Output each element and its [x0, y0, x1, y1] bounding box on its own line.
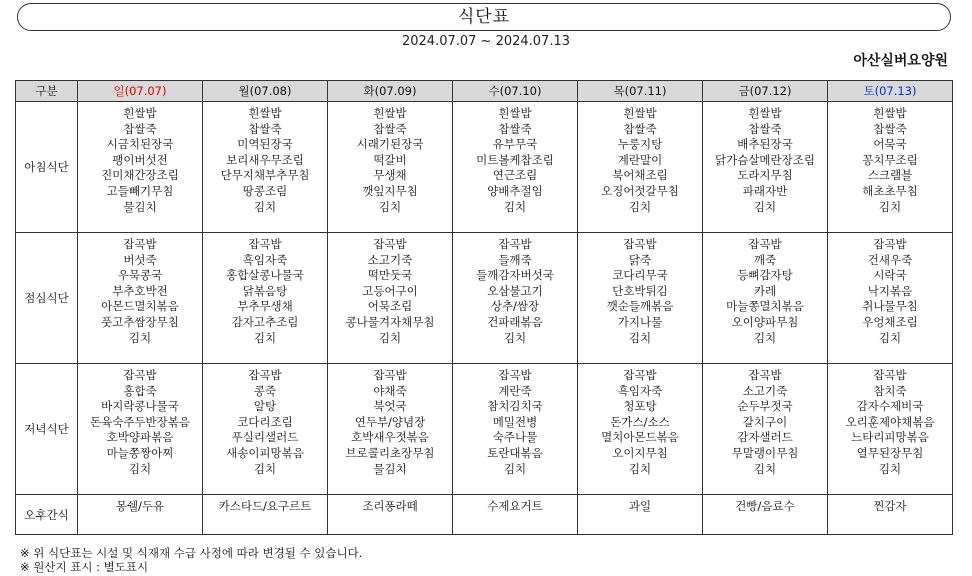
menu-cell — [703, 233, 828, 364]
menu-cell — [828, 364, 953, 495]
dish-item: 김치 — [253, 461, 277, 476]
dish-item: 낙지볶음 — [867, 283, 913, 298]
dish-item: 연두부/양념장 — [354, 414, 426, 429]
header-row — [16, 81, 953, 102]
dish-item: 시락국 — [873, 268, 907, 283]
dish-item: 김치 — [753, 461, 777, 476]
dish-item: 야채죽 — [373, 383, 407, 398]
dish-item: 어묵조림 — [367, 299, 413, 314]
dish-item: 단호박튀김 — [612, 283, 668, 298]
dish-item: 들깨감자버섯국 — [476, 268, 554, 283]
menu-cell — [578, 364, 703, 495]
day-header-tue: 화(07.09) — [328, 81, 453, 102]
menu-cell — [203, 233, 328, 364]
dish-item: 팽이버섯전 — [112, 152, 168, 167]
dish-item: 스크램블 — [867, 168, 913, 183]
dish-item: 어묵국 — [873, 137, 907, 152]
dish-item: 잡곡밥 — [123, 368, 157, 382]
menu-cell — [203, 364, 328, 495]
row-label-lunch: 점심식단 — [16, 233, 78, 364]
page-title: 식단표 — [17, 3, 951, 31]
dish-item: 잡곡밥 — [623, 368, 657, 382]
dish-item: 느타리피망볶음 — [851, 430, 929, 445]
dish-item: 순두부젓국 — [737, 399, 793, 414]
dish-item: 참치김치국 — [487, 399, 543, 414]
day-header-sun: 일(07.07) — [78, 81, 203, 102]
dish-item: 잡곡밥 — [498, 368, 532, 382]
dish-item: 보리새우무조림 — [226, 152, 304, 167]
dish-item: 유부무국 — [492, 137, 538, 152]
dish-item: 취나물무침 — [862, 299, 918, 314]
dish-item: 부추무생채 — [237, 299, 293, 314]
dish-item: 풋고추쌈장무침 — [101, 314, 179, 329]
dish-item: 김치 — [253, 330, 277, 345]
day-header-fri: 금(07.12) — [703, 81, 828, 102]
menu-cell — [453, 102, 578, 233]
dish-item: 잡곡밥 — [748, 237, 782, 251]
dish-item: 오징어젓갈무침 — [601, 183, 679, 198]
dish-item: 물김치 — [123, 199, 157, 214]
menu-cell — [328, 102, 453, 233]
day-header-sat: 토(07.13) — [828, 81, 953, 102]
dish-item: 닭죽 — [628, 252, 652, 267]
lunch-row — [16, 233, 953, 364]
menu-cell — [328, 364, 453, 495]
dish-item: 잡곡밥 — [373, 237, 407, 251]
dish-item: 소고기죽 — [742, 383, 788, 398]
dish-item: 흑임자죽 — [617, 383, 663, 398]
snack-cell: 카스타드/요구르트 — [203, 495, 328, 535]
snack-cell: 몽쉘/두유 — [78, 495, 203, 535]
dish-item: 버섯죽 — [123, 252, 157, 267]
dish-item: 고들빼기무침 — [106, 183, 174, 198]
dish-item: 가지나물 — [617, 314, 663, 329]
menu-cell — [78, 364, 203, 495]
dish-item: 잡곡밥 — [623, 237, 657, 251]
dish-item: 시래기된장국 — [356, 137, 424, 152]
facility-name: 아산실버요양원 — [853, 53, 948, 69]
dish-item: 무말랭이무침 — [731, 445, 799, 460]
dish-item: 갈치구이 — [742, 414, 788, 429]
dish-item: 찹쌀죽 — [498, 121, 532, 136]
breakfast-row — [16, 102, 953, 233]
dish-item: 김치 — [253, 199, 277, 214]
dish-item: 멸치아몬드볶음 — [601, 430, 679, 445]
dish-item: 잡곡밥 — [498, 237, 532, 251]
snack-cell: 과일 — [578, 495, 703, 535]
dish-item: 김치 — [878, 199, 902, 214]
dish-item: 양배추절임 — [487, 183, 543, 198]
dish-item: 찹쌀죽 — [623, 121, 657, 136]
dish-item: 바지락콩나물국 — [101, 399, 179, 414]
dish-item: 토란대볶음 — [487, 445, 543, 460]
dish-item: 오이지무침 — [612, 445, 668, 460]
dish-item: 오이양파무침 — [731, 314, 799, 329]
menu-cell — [703, 102, 828, 233]
snack-cell: 건빵/음료수 — [703, 495, 828, 535]
dish-item: 김치 — [378, 330, 402, 345]
dish-item: 마늘쫑멸치볶음 — [726, 299, 804, 314]
dish-item: 카레 — [753, 283, 777, 298]
dish-item: 김치 — [503, 330, 527, 345]
dish-item: 우묵콩국 — [117, 268, 163, 283]
menu-cell — [828, 102, 953, 233]
dish-item: 열무된장무침 — [856, 445, 924, 460]
dish-item: 해초초무침 — [862, 183, 918, 198]
dish-item: 잡곡밥 — [248, 237, 282, 251]
dish-item: 고등어구이 — [362, 283, 418, 298]
dish-item: 김치 — [503, 461, 527, 476]
dish-item: 우엉채조림 — [862, 314, 918, 329]
dish-item: 숙주나물 — [492, 430, 538, 445]
dish-item: 잡곡밥 — [873, 237, 907, 251]
dish-item: 배추된장국 — [737, 137, 793, 152]
dish-item: 찹쌀죽 — [123, 121, 157, 136]
snack-cell: 조리퐁라떼 — [328, 495, 453, 535]
dish-item: 파래자반 — [742, 183, 788, 198]
row-label-breakfast: 아침식단 — [16, 102, 78, 233]
menu-cell — [203, 102, 328, 233]
menu-cell — [453, 233, 578, 364]
dish-item: 흰쌀밥 — [373, 106, 407, 120]
dish-item: 김치 — [753, 330, 777, 345]
dish-item: 김치 — [878, 461, 902, 476]
day-header-thu: 목(07.11) — [578, 81, 703, 102]
menu-cell — [78, 233, 203, 364]
dish-item: 땅콩조림 — [242, 183, 288, 198]
row-label-dinner: 저녁식단 — [16, 364, 78, 495]
dish-item: 닭볶음탕 — [242, 283, 288, 298]
dish-item: 떡갈비 — [373, 152, 407, 167]
dish-item: 도라지무침 — [737, 168, 793, 183]
dish-item: 건새우죽 — [867, 252, 913, 267]
dish-item: 김치 — [128, 330, 152, 345]
dish-item: 건파래볶음 — [487, 314, 543, 329]
dish-item: 청포탕 — [623, 399, 657, 414]
dish-item: 깻순들깨볶음 — [606, 299, 674, 314]
day-header-wed: 수(07.10) — [453, 81, 578, 102]
dish-item: 잡곡밥 — [873, 368, 907, 382]
snack-cell: 수제요거트 — [453, 495, 578, 535]
menu-cell — [453, 364, 578, 495]
dish-item: 들깨죽 — [498, 252, 532, 267]
dish-item: 연근조림 — [492, 168, 538, 183]
menu-cell — [578, 102, 703, 233]
day-header-mon: 월(07.08) — [203, 81, 328, 102]
dish-item: 김치 — [628, 461, 652, 476]
dish-item: 호박양파볶음 — [106, 430, 174, 445]
dish-item: 북엇국 — [373, 399, 407, 414]
dish-item: 떡만둣국 — [367, 268, 413, 283]
dish-item: 콩죽 — [253, 383, 277, 398]
dish-item: 감자수제비국 — [856, 399, 924, 414]
dish-item: 브로콜리초장무침 — [345, 445, 435, 460]
dish-item: 흑임자죽 — [242, 252, 288, 267]
dish-item: 깨죽 — [753, 252, 777, 267]
dish-item: 부추호박전 — [112, 283, 168, 298]
dish-item: 오삼불고기 — [487, 283, 543, 298]
menu-cell — [703, 364, 828, 495]
dish-item: 깻잎지무침 — [362, 183, 418, 198]
dish-item: 김치 — [753, 199, 777, 214]
dish-item: 찹쌀죽 — [248, 121, 282, 136]
dish-item: 잡곡밥 — [373, 368, 407, 382]
dish-item: 흰쌀밥 — [498, 106, 532, 120]
dish-item: 무생채 — [373, 168, 407, 183]
dish-item: 푸실리샐러드 — [231, 430, 299, 445]
dish-item: 시금치된장국 — [106, 137, 174, 152]
dish-item: 물김치 — [373, 461, 407, 476]
menu-cell — [328, 233, 453, 364]
dish-item: 잡곡밥 — [248, 368, 282, 382]
dinner-row — [16, 364, 953, 495]
snack-cell: 찐감자 — [828, 495, 953, 535]
dish-item: 계란죽 — [498, 383, 532, 398]
footnote-change-notice: ※ 위 식단표는 시설 및 식재재 수급 사정에 따라 변경될 수 있습니다. — [20, 546, 363, 560]
dish-item: 코다리무국 — [612, 268, 668, 283]
snack-row — [16, 495, 953, 535]
dish-item: 메밀전병 — [492, 414, 538, 429]
date-range: 2024.07.07 ~ 2024.07.13 — [401, 34, 571, 49]
dish-item: 김치 — [878, 330, 902, 345]
dish-item: 흰쌀밥 — [748, 106, 782, 120]
dish-item: 북어채조림 — [612, 168, 668, 183]
menu-cell — [78, 102, 203, 233]
menu-cell — [578, 233, 703, 364]
dish-item: 꽁치무조림 — [862, 152, 918, 167]
dish-item: 알탕 — [253, 399, 277, 414]
dish-item: 호박새우젓볶음 — [351, 430, 429, 445]
dish-item: 미역된장국 — [237, 137, 293, 152]
footnotes — [20, 546, 362, 574]
dish-item: 닭가슴살메란장조림 — [715, 152, 815, 167]
dish-item: 참치죽 — [873, 383, 907, 398]
dish-item: 김치 — [128, 461, 152, 476]
dish-item: 감자샐러드 — [737, 430, 793, 445]
dish-item: 단무지채부추무침 — [220, 168, 310, 183]
dish-item: 홍합죽 — [123, 383, 157, 398]
dish-item: 홍합살콩나물국 — [226, 268, 304, 283]
dish-item: 찹쌀죽 — [748, 121, 782, 136]
dish-item: 잡곡밥 — [748, 368, 782, 382]
dish-item: 김치 — [378, 199, 402, 214]
dish-item: 아몬드멸치볶음 — [101, 299, 179, 314]
dish-item: 흰쌀밥 — [123, 106, 157, 120]
dish-item: 등뼈감자탕 — [737, 268, 793, 283]
dish-item: 계란말이 — [617, 152, 663, 167]
dish-item: 김치 — [628, 199, 652, 214]
dish-item: 새송이피망볶음 — [226, 445, 304, 460]
row-label-snack: 오후간식 — [16, 495, 78, 535]
dish-item: 흰쌀밥 — [873, 106, 907, 120]
corner-header: 구분 — [16, 81, 78, 102]
dish-item: 마늘쫑짱아찌 — [106, 445, 174, 460]
dish-item: 감자고추조림 — [231, 314, 299, 329]
dish-item: 미트볼케찹조림 — [476, 152, 554, 167]
dish-item: 잡곡밥 — [123, 237, 157, 251]
dish-item: 흰쌀밥 — [248, 106, 282, 120]
menu-cell — [828, 233, 953, 364]
dish-item: 돈육숙주두반장볶음 — [90, 414, 190, 429]
footnote-origin-notice: ※ 원산지 표시 : 별도표시 — [20, 560, 149, 574]
dish-item: 누룽지탕 — [617, 137, 663, 152]
dish-item: 상추/쌈장 — [490, 299, 540, 314]
dish-item: 콩나물겨자채무침 — [345, 314, 435, 329]
dish-item: 소고기죽 — [367, 252, 413, 267]
dish-item: 흰쌀밥 — [623, 106, 657, 120]
dish-item: 찹쌀죽 — [373, 121, 407, 136]
dish-item: 김치 — [503, 199, 527, 214]
dish-item: 김치 — [628, 330, 652, 345]
dish-item: 찹쌀죽 — [873, 121, 907, 136]
dish-item: 오리훈제야채볶음 — [845, 414, 935, 429]
dish-item: 진미채간장조림 — [101, 168, 179, 183]
dish-item: 코다리조림 — [237, 414, 293, 429]
dish-item: 돈가스/소스 — [610, 414, 670, 429]
meal-table — [15, 80, 953, 535]
